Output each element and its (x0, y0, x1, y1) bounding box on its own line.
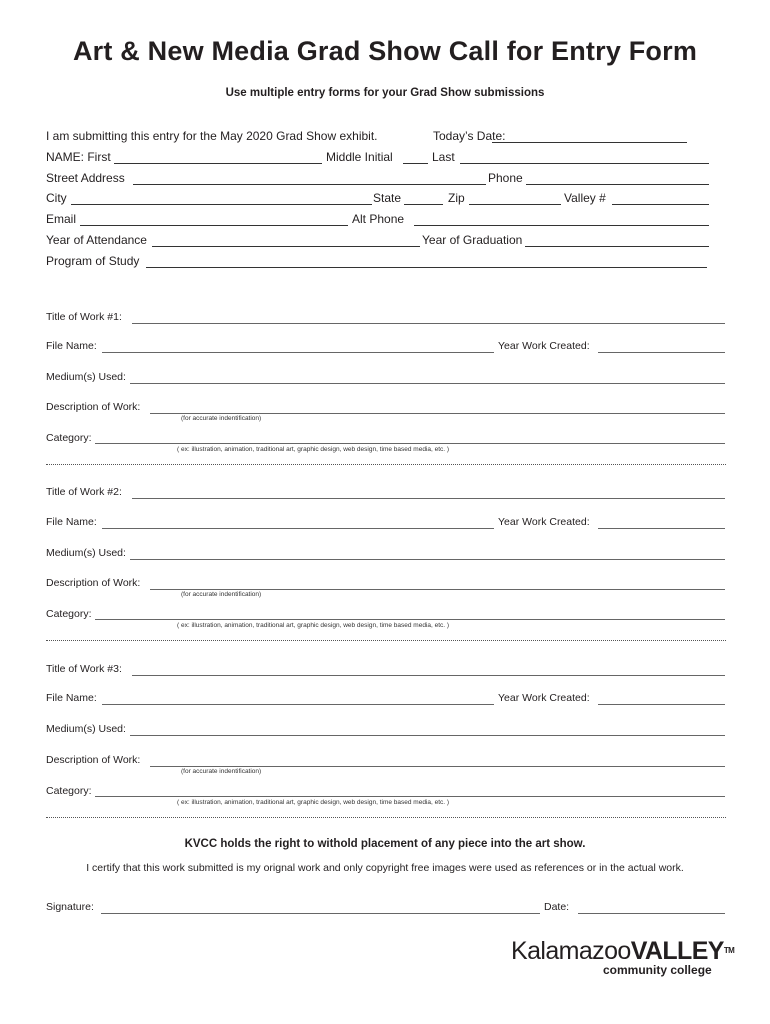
signature-label: Signature: (46, 901, 94, 913)
year-graduation-label: Year of Graduation (422, 233, 523, 247)
zip-label: Zip (448, 191, 465, 205)
category-label: Category: (46, 785, 92, 797)
page-title: Art & New Media Grad Show Call for Entry Form (72, 36, 698, 66)
work-title-label: Title of Work #3: (46, 663, 122, 675)
year-created-label: Year Work Created: (498, 692, 590, 704)
year-created-label: Year Work Created: (498, 516, 590, 528)
year-created-field[interactable] (598, 704, 725, 705)
program-of-study-label: Program of Study (46, 254, 140, 268)
medium-label: Medium(s) Used: (46, 723, 126, 735)
year-created-field[interactable] (598, 352, 725, 353)
logo-text-valley: VALLEY (630, 937, 724, 965)
state-field[interactable] (404, 204, 443, 205)
description-label: Description of Work: (46, 754, 141, 766)
category-hint: ( ex: illustration, animation, traditional art, graphic design, web design, time based media, etc. ) (177, 446, 450, 453)
todays-date-field[interactable] (492, 142, 687, 143)
work-title-field[interactable] (132, 675, 725, 676)
medium-field[interactable] (130, 559, 725, 560)
state-label: State (373, 191, 402, 205)
file-name-field[interactable] (102, 352, 494, 353)
category-hint: ( ex: illustration, animation, traditional art, graphic design, web design, time based media, etc. ) (177, 622, 450, 629)
year-created-label: Year Work Created: (498, 340, 590, 352)
description-field[interactable] (150, 413, 725, 414)
program-of-study-field[interactable] (146, 267, 707, 268)
file-name-label: File Name: (46, 692, 97, 704)
date-label: Date: (544, 901, 570, 913)
phone-label: Phone (488, 171, 523, 185)
middle-initial-label: Middle Initial (326, 150, 393, 164)
section-divider (46, 464, 726, 465)
medium-field[interactable] (130, 735, 725, 736)
work-title-field[interactable] (132, 323, 725, 324)
alt-phone-field[interactable] (414, 225, 709, 226)
medium-field[interactable] (130, 383, 725, 384)
year-graduation-field[interactable] (525, 246, 709, 247)
category-field[interactable] (95, 443, 725, 444)
category-label: Category: (46, 432, 92, 444)
alt-phone-label: Alt Phone (352, 212, 405, 226)
page-subtitle: Use multiple entry forms for your Grad Show submissions (225, 87, 545, 99)
section-divider (46, 640, 726, 641)
description-field[interactable] (150, 766, 725, 767)
category-hint: ( ex: illustration, animation, traditional art, graphic design, web design, time based media, etc. ) (177, 799, 450, 806)
year-created-field[interactable] (598, 528, 725, 529)
certification-text: I certify that this work submitted is my orignal work and only copyright free images were used as references or in the actual work. (86, 862, 684, 874)
file-name-field[interactable] (102, 704, 494, 705)
signature-field[interactable] (101, 913, 540, 914)
kvcc-logo (511, 937, 735, 977)
work-title-field[interactable] (132, 498, 725, 499)
medium-label: Medium(s) Used: (46, 547, 126, 559)
year-attendance-label: Year of Attendance (46, 233, 147, 247)
work-title-label: Title of Work #2: (46, 486, 122, 498)
city-field[interactable] (71, 204, 372, 205)
description-hint: (for accurate indentification) (181, 768, 262, 775)
street-address-field[interactable] (133, 184, 486, 185)
date-field[interactable] (578, 913, 725, 914)
work-title-label: Title of Work #1: (46, 311, 122, 323)
placement-note: KVCC holds the right to withold placement of any piece into the art show. (184, 838, 586, 850)
description-label: Description of Work: (46, 577, 141, 589)
intro-text: I am submitting this entry for the May 2020 Grad Show exhibit. (46, 129, 378, 143)
zip-field[interactable] (469, 204, 561, 205)
description-label: Description of Work: (46, 401, 141, 413)
first-name-label: NAME: First (46, 150, 111, 164)
street-address-label: Street Address (46, 171, 125, 185)
description-hint: (for accurate indentification) (181, 591, 262, 598)
logo-text-kalamazoo: Kalamazoo (511, 937, 631, 965)
description-field[interactable] (150, 589, 725, 590)
middle-initial-field[interactable] (403, 163, 428, 164)
valley-number-label: Valley # (564, 191, 606, 205)
todays-date-label: Today’s Date: (433, 129, 506, 143)
file-name-label: File Name: (46, 516, 97, 528)
logo-subtitle: community college (603, 963, 712, 977)
file-name-label: File Name: (46, 340, 97, 352)
city-label: City (46, 191, 67, 205)
category-label: Category: (46, 608, 92, 620)
first-name-field[interactable] (114, 163, 322, 164)
year-attendance-field[interactable] (152, 246, 420, 247)
last-name-field[interactable] (460, 163, 709, 164)
last-name-label: Last (432, 150, 455, 164)
file-name-field[interactable] (102, 528, 494, 529)
description-hint: (for accurate indentification) (181, 415, 262, 422)
logo-trademark: TM (723, 946, 735, 955)
email-field[interactable] (80, 225, 348, 226)
section-divider (46, 817, 726, 818)
phone-field[interactable] (526, 184, 709, 185)
medium-label: Medium(s) Used: (46, 371, 126, 383)
valley-number-field[interactable] (612, 204, 709, 205)
category-field[interactable] (95, 619, 725, 620)
email-label: Email (46, 212, 77, 226)
category-field[interactable] (95, 796, 725, 797)
